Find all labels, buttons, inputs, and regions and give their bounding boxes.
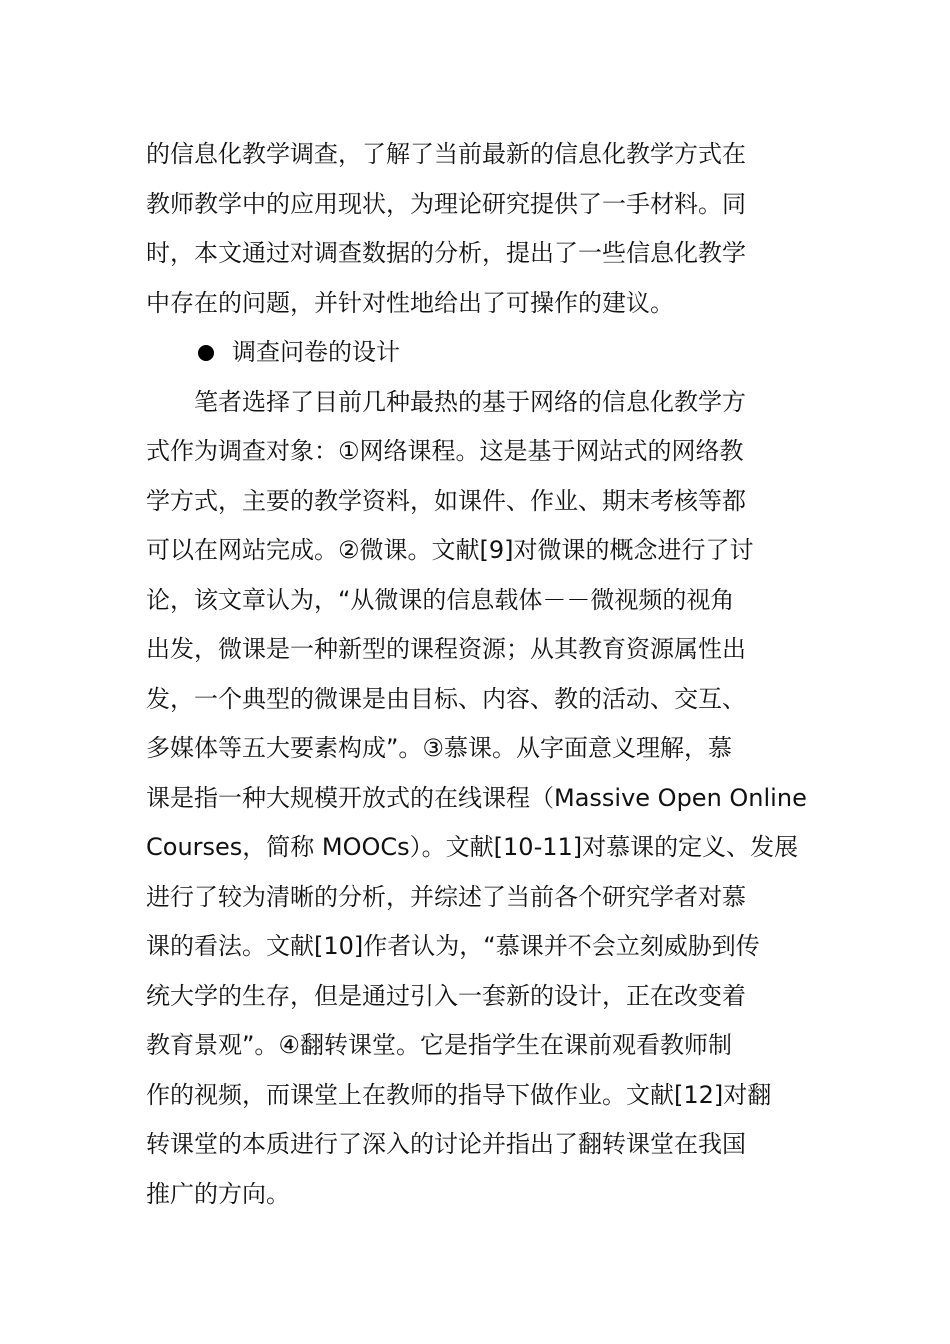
body-line: 课是指一种大规模开放式的在线课程（Massive Open Online [146, 783, 807, 812]
body-line: 进行了较为清晰的分析，并综述了当前各个研究学者对慕 [146, 882, 746, 911]
body-line: 论，该文章认为，“从微课的信息载体－－微视频的视角 [146, 585, 735, 614]
bullet-icon [198, 345, 214, 361]
body-line: 作的视频，而课堂上在教师的指导下做作业。文献[12]对翻 [146, 1080, 772, 1109]
body-line: 转课堂的本质进行了深入的讨论并指出了翻转课堂在我国 [146, 1130, 746, 1158]
section-heading [146, 328, 806, 378]
body-line: 统大学的生存，但是通过引入一套新的设计，正在改变着 [146, 981, 746, 1010]
section-heading-text: 调查问卷的设计 [232, 338, 400, 366]
intro-line: 教师教学中的应用现状，为理论研究提供了一手材料。同 [146, 189, 746, 218]
document-body [146, 130, 806, 1219]
body-line: 式作为调查对象：①网络课程。这是基于网站式的网络教 [146, 437, 744, 465]
body-line: 教育景观”。④翻转课堂。它是指学生在课前观看教师制 [146, 1031, 732, 1059]
intro-line: 时，本文通过对调查数据的分析，提出了一些信息化教学 [146, 239, 746, 267]
body-line: 笔者选择了目前几种最热的基于网络的信息化教学方 [146, 387, 746, 416]
intro-line: 中存在的问题，并针对性地给出了可操作的建议。 [146, 288, 674, 317]
body-line: 推广的方向。 [146, 1179, 290, 1208]
body-line: 多媒体等五大要素构成”。③慕课。从字面意义理解，慕 [146, 734, 732, 762]
body-line: 课的看法。文献[10]作者认为，“慕课并不会立刻威胁到传 [146, 932, 760, 960]
body-line: 出发，微课是一种新型的课程资源；从其教育资源属性出 [146, 635, 746, 663]
intro-line: 的信息化教学调查，了解了当前最新的信息化教学方式在 [146, 140, 746, 168]
body-line: Courses，简称 MOOCs）。文献[10-11]对慕课的定义、发展 [146, 833, 799, 861]
body-line: 发，一个典型的微课是由目标、内容、教的活动、交互、 [146, 684, 746, 713]
body-line: 学方式，主要的教学资料，如课件、作业、期末考核等都 [146, 486, 746, 515]
body-line: 可以在网站完成。②微课。文献[9]对微课的概念进行了讨 [146, 536, 754, 564]
